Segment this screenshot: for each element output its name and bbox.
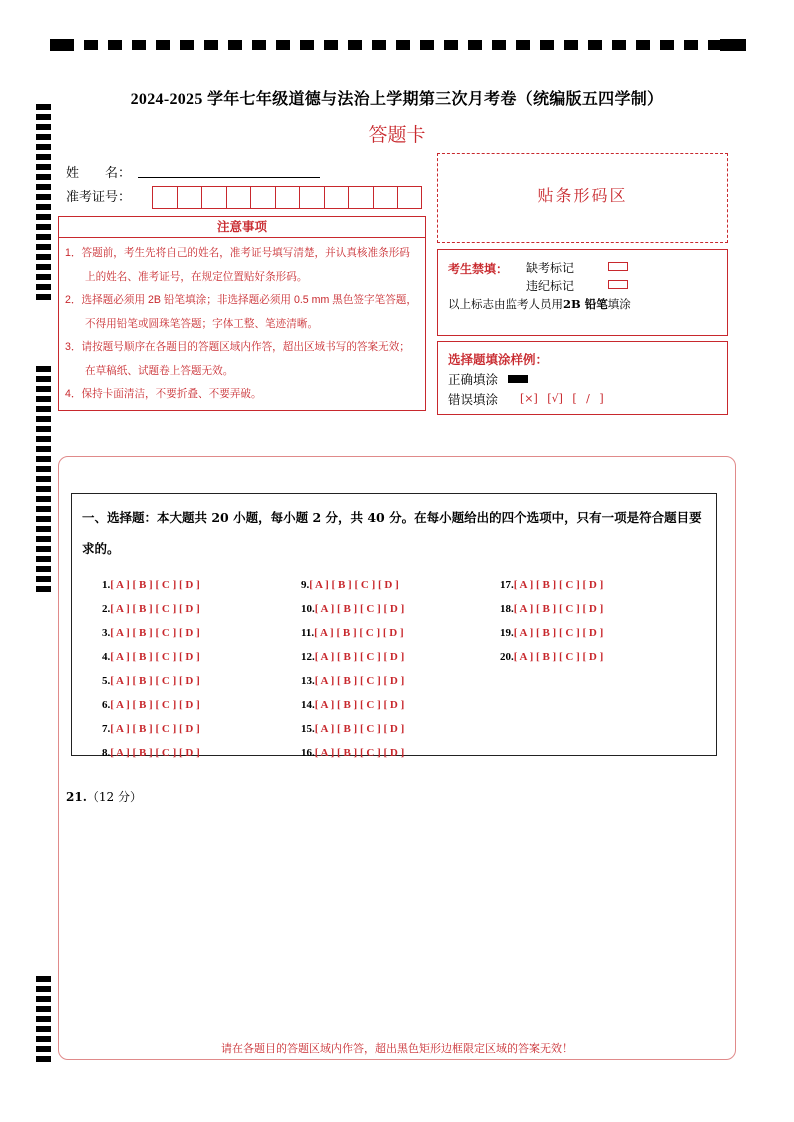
alignment-mark — [36, 476, 51, 482]
alignment-mark — [204, 40, 218, 50]
alignment-mark — [36, 234, 51, 240]
alignment-mark — [36, 1016, 51, 1022]
choice-options[interactable]: [ A ] [ B ] [ C ] [ D ] — [314, 603, 405, 615]
choice-column-3 — [500, 573, 603, 669]
choice-options[interactable]: [ A ] [ B ] [ C ] [ D ] — [110, 603, 200, 615]
choice-options[interactable]: [ A ] [ B ] [ C ] [ D ] — [314, 627, 404, 639]
alignment-mark — [36, 516, 51, 522]
question-number: 16. — [301, 747, 315, 759]
exam-id-digit-box[interactable] — [324, 186, 349, 209]
alignment-mark — [276, 40, 290, 50]
multiple-choice-instruction: 一、选择题：本大题共 20 小题，每小题 2 分，共 40 分。在每小题给出的四个选项中，只有一项是符合题目要求的。 — [82, 510, 702, 556]
choice-options[interactable]: [ A ] [ B ] [ C ] [ D ] — [513, 579, 604, 591]
absent-mark-box[interactable] — [608, 262, 628, 271]
alignment-mark — [36, 366, 51, 372]
exam-id-label: 准考证号： — [66, 190, 132, 205]
choice-row[interactable] — [301, 669, 404, 693]
alignment-mark — [36, 184, 51, 190]
choice-options[interactable]: [ A ] [ B ] [ C ] [ D ] — [110, 675, 200, 687]
choice-options[interactable]: [ A ] [ B ] [ C ] [ D ] — [513, 651, 604, 663]
exam-id-digit-box[interactable] — [373, 186, 398, 209]
question-number: 5. — [102, 675, 111, 687]
alignment-mark — [540, 40, 554, 50]
choice-options[interactable]: [ A ] [ B ] [ C ] [ D ] — [110, 747, 200, 759]
alignment-mark — [36, 486, 51, 492]
footer-warning: 请在各题目的答题区域内作答，超出黑色矩形边框限定区域的答案无效！ — [221, 1043, 573, 1055]
question-number: 11. — [301, 627, 315, 639]
choice-row[interactable] — [301, 741, 404, 765]
examiner-only-box — [437, 249, 728, 336]
alignment-mark — [516, 40, 530, 50]
name-label: 姓 名： — [66, 166, 132, 181]
exam-id-digit-box[interactable] — [226, 186, 251, 209]
choice-options[interactable]: [ A ] [ B ] [ C ] [ D ] — [309, 579, 399, 591]
alignment-mark — [36, 976, 51, 982]
alignment-mark — [684, 40, 698, 50]
alignment-mark — [36, 264, 51, 270]
question-number: 14. — [301, 699, 315, 711]
notice-title: 注意事项 — [59, 217, 425, 238]
exam-id-digit-box[interactable] — [201, 186, 226, 209]
alignment-mark — [36, 274, 51, 280]
question-number: 10. — [301, 603, 315, 615]
alignment-mark — [396, 40, 410, 50]
choice-options[interactable]: [ A ] [ B ] [ C ] [ D ] — [110, 627, 200, 639]
alignment-mark — [36, 406, 51, 412]
alignment-mark — [36, 506, 51, 512]
correct-fill-label: 正确填涂 — [448, 372, 499, 387]
choice-row[interactable] — [500, 621, 603, 645]
alignment-mark — [36, 436, 51, 442]
exam-id-digit-box[interactable] — [177, 186, 202, 209]
exam-id-digit-box[interactable] — [152, 186, 177, 209]
alignment-mark — [36, 566, 51, 572]
choice-column-2 — [301, 573, 404, 765]
alignment-mark — [660, 40, 674, 50]
alignment-mark — [228, 40, 242, 50]
alignment-mark — [36, 194, 51, 200]
alignment-mark — [84, 40, 98, 50]
question-number: 2. — [102, 603, 111, 615]
alignment-mark — [156, 40, 170, 50]
alignment-mark — [324, 40, 338, 50]
barcode-label: 贴条形码区 — [537, 186, 628, 205]
alignment-mark — [36, 294, 51, 300]
question-number: 7. — [102, 723, 111, 735]
exam-title: 2024-2025 学年七年级道德与法治上学期第三次月考卷（统编版五四学制） — [130, 91, 664, 108]
exam-id-digit-box[interactable] — [397, 186, 422, 209]
choice-options[interactable]: [ A ] [ B ] [ C ] [ D ] — [314, 723, 405, 735]
choice-row[interactable] — [301, 693, 404, 717]
notice-item: 1．答题前，考生先将自己的姓名，准考证号填写清楚，并认真核准条形码上的姓名、准考证号，在规定位置贴好条形码。 — [65, 247, 410, 283]
alignment-mark — [36, 536, 51, 542]
exam-id-boxes[interactable] — [152, 186, 422, 209]
choice-row[interactable] — [102, 669, 200, 693]
choice-options[interactable]: [ A ] [ B ] [ C ] [ D ] — [110, 651, 200, 663]
exam-id-digit-box[interactable] — [250, 186, 275, 209]
alignment-mark — [36, 214, 51, 220]
wrong-fill-marks: [×] [√] [ / ] — [520, 392, 604, 405]
alignment-mark — [252, 40, 266, 50]
choice-row[interactable] — [301, 645, 404, 669]
choice-options[interactable]: [ A ] [ B ] [ C ] [ D ] — [314, 699, 405, 711]
alignment-mark — [36, 576, 51, 582]
examiner-note: 以上标志由监考人员用2B 铅笔填涂 — [448, 297, 631, 311]
notice-item: 2．选择题必须用 2B 铅笔填涂；非选择题必须用 0.5 mm 黑色签字笔答题，不得用铅笔或圆珠笔答题；字体工整、笔迹清晰。 — [65, 294, 417, 330]
alignment-mark — [36, 254, 51, 260]
alignment-mark — [444, 40, 458, 50]
alignment-mark — [492, 40, 506, 50]
alignment-mark — [36, 546, 51, 552]
choice-options[interactable]: [ A ] [ B ] [ C ] [ D ] — [314, 675, 405, 687]
exam-id-digit-box[interactable] — [275, 186, 300, 209]
question-number: 18. — [500, 603, 514, 615]
alignment-mark — [36, 496, 51, 502]
alignment-mark — [36, 416, 51, 422]
choice-row[interactable] — [500, 597, 603, 621]
alignment-mark — [36, 526, 51, 532]
alignment-mark — [36, 376, 51, 382]
alignment-mark — [468, 40, 482, 50]
choice-options[interactable]: [ A ] [ B ] [ C ] [ D ] — [314, 651, 405, 663]
alignment-mark — [36, 244, 51, 250]
alignment-mark — [36, 446, 51, 452]
alignment-mark — [36, 386, 51, 392]
choice-row[interactable] — [102, 693, 200, 717]
question-number: 12. — [301, 651, 315, 663]
violation-mark-box[interactable] — [608, 280, 628, 289]
absent-mark-label: 缺考标记 — [526, 261, 575, 275]
fill-sample-box — [437, 341, 728, 415]
choice-row[interactable] — [500, 573, 603, 597]
alignment-mark — [300, 40, 314, 50]
choice-row[interactable] — [301, 597, 404, 621]
choice-row[interactable] — [102, 717, 200, 741]
alignment-mark — [108, 40, 122, 50]
choice-options[interactable]: [ A ] [ B ] [ C ] [ D ] — [110, 579, 200, 591]
alignment-mark — [636, 40, 650, 50]
choice-column-1 — [102, 573, 200, 765]
alignment-mark — [36, 466, 51, 472]
alignment-mark — [36, 426, 51, 432]
fill-sample-title: 选择题填涂样例： — [448, 353, 549, 367]
alignment-mark — [36, 284, 51, 290]
question-number: 13. — [301, 675, 315, 687]
exam-id-digit-box[interactable] — [348, 186, 373, 209]
choice-row[interactable] — [102, 621, 200, 645]
choice-row[interactable] — [102, 573, 200, 597]
alignment-mark — [36, 164, 51, 170]
alignment-mark — [36, 586, 51, 592]
exam-id-digit-box[interactable] — [299, 186, 324, 209]
question-21-header: 21.（12 分） — [66, 790, 142, 804]
notice-item: 4．保持卡面清洁，不要折叠、不要弄破。 — [65, 388, 262, 400]
alignment-mark — [348, 40, 362, 50]
choice-options[interactable]: [ A ] [ B ] [ C ] [ D ] — [110, 723, 200, 735]
choice-options[interactable]: [ A ] [ B ] [ C ] [ D ] — [314, 747, 405, 759]
notice-box — [58, 216, 426, 411]
alignment-mark — [36, 174, 51, 180]
alignment-mark — [36, 1006, 51, 1012]
alignment-mark — [564, 40, 578, 50]
choice-row[interactable] — [102, 645, 200, 669]
alignment-mark — [36, 224, 51, 230]
question-number: 4. — [102, 651, 111, 663]
choice-row[interactable] — [102, 741, 200, 765]
choice-row[interactable] — [102, 597, 200, 621]
alignment-mark — [180, 40, 194, 50]
alignment-mark — [50, 39, 74, 51]
alignment-mark — [132, 40, 146, 50]
barcode-area — [437, 153, 728, 243]
question-number: 6. — [102, 699, 111, 711]
examiner-only-title: 考生禁填： — [448, 262, 509, 276]
alignment-mark — [36, 986, 51, 992]
answer-card-title: 答题卡 — [368, 125, 426, 146]
violation-mark-label: 违纪标记 — [526, 279, 575, 293]
question-number: 9. — [301, 579, 310, 591]
alignment-mark — [588, 40, 602, 50]
choice-row[interactable] — [500, 645, 603, 669]
alignment-mark — [36, 996, 51, 1002]
alignment-marks-left-middle — [36, 366, 52, 596]
question-number: 20. — [500, 651, 514, 663]
question-number: 1. — [102, 579, 111, 591]
correct-fill-mark — [508, 375, 528, 383]
alignment-mark — [372, 40, 386, 50]
question-number: 15. — [301, 723, 315, 735]
question-number: 19. — [500, 627, 514, 639]
name-field[interactable] — [138, 177, 320, 178]
alignment-mark — [612, 40, 626, 50]
choice-options[interactable]: [ A ] [ B ] [ C ] [ D ] — [513, 603, 604, 615]
alignment-mark — [36, 154, 51, 160]
choice-row[interactable] — [301, 717, 404, 741]
alignment-mark — [36, 1026, 51, 1032]
question-number: 8. — [102, 747, 111, 759]
alignment-mark — [36, 556, 51, 562]
choice-row[interactable] — [301, 573, 404, 597]
alignment-mark — [720, 39, 746, 51]
alignment-marks-top — [50, 38, 746, 52]
alignment-mark — [420, 40, 434, 50]
notice-item: 3．请按题号顺序在各题目的答题区域内作答，超出区域书写的答案无效；在草稿纸、试题卷上答题无效。 — [65, 341, 410, 377]
wrong-fill-label: 错误填涂 — [448, 392, 499, 407]
choice-options[interactable]: [ A ] [ B ] [ C ] [ D ] — [110, 699, 200, 711]
choice-row[interactable] — [301, 621, 404, 645]
question-number: 3. — [102, 627, 111, 639]
alignment-mark — [36, 204, 51, 210]
choice-options[interactable]: [ A ] [ B ] [ C ] [ D ] — [513, 627, 604, 639]
alignment-mark — [36, 1056, 51, 1062]
alignment-mark — [36, 396, 51, 402]
question-number: 17. — [500, 579, 514, 591]
alignment-mark — [36, 456, 51, 462]
